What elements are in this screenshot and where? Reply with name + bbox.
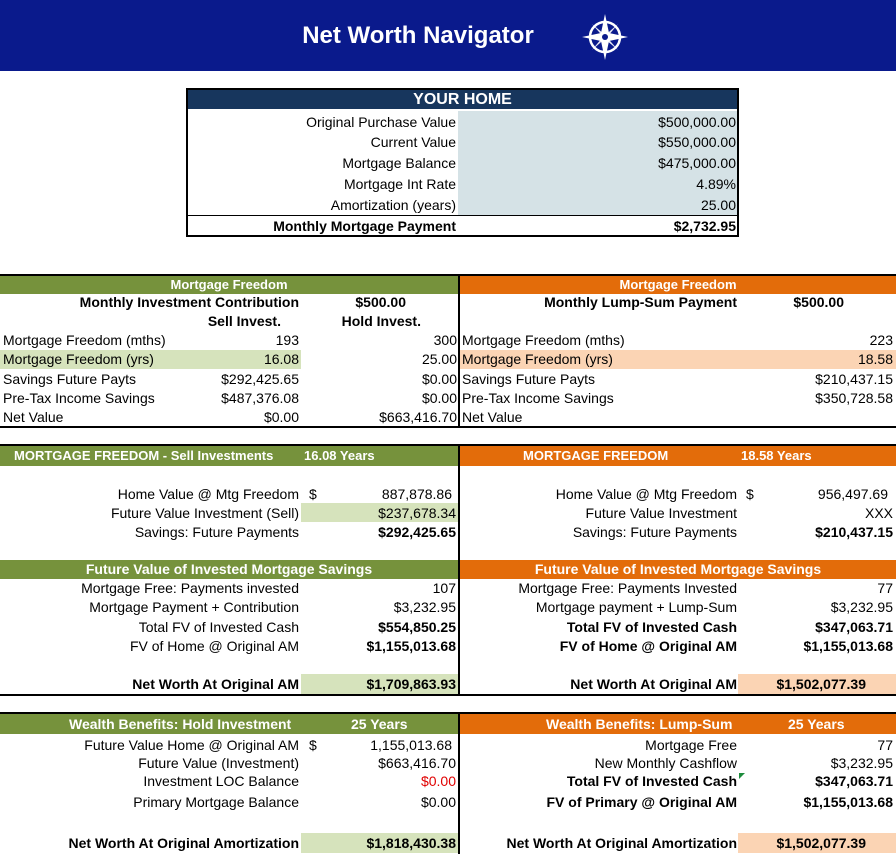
hold-row-value: $0.00 — [420, 773, 456, 789]
app-title-wrap — [0, 0, 896, 71]
lump-row-cur: $ — [746, 486, 754, 502]
wlump-row-value: 77 — [877, 737, 893, 753]
hold-net-label: Net Worth At Original Amortization — [68, 835, 299, 851]
sell-fv-label: FV of Home @ Original AM — [129, 638, 299, 654]
your-home-header: YOUR HOME — [188, 90, 737, 109]
freedom-row-v2: $0.00 — [421, 371, 457, 387]
lump-contrib-label: Monthly Lump-Sum Payment — [544, 294, 737, 310]
wlump-years: 25 Years — [788, 716, 845, 732]
freedom-right-label: Mortgage Freedom (yrs) — [462, 351, 613, 367]
hold-row-value: $663,416.70 — [378, 755, 456, 771]
home-label: Amortization (years) — [330, 197, 456, 213]
comment-marker-icon — [739, 773, 745, 779]
home-label: Mortgage Int Rate — [343, 176, 456, 192]
sell-years: 16.08 Years — [304, 448, 375, 463]
sell-fv-value: 107 — [432, 580, 456, 596]
monthly-payment-label: Monthly Mortgage Payment — [273, 218, 456, 234]
col-sell-invest: Sell Invest. — [207, 313, 281, 329]
freedom-row-label: Mortgage Freedom (yrs) — [3, 351, 154, 367]
hold-row-label: Primary Mortgage Balance — [133, 794, 299, 810]
lump-fv-value: $1,155,013.68 — [803, 638, 893, 654]
home-label: Current Value — [370, 134, 456, 150]
freedom-row-v1: $292,425.65 — [221, 371, 299, 387]
wlump-header: Wealth Benefits: Lump-Sum — [546, 716, 733, 732]
home-value[interactable]: $550,000.00 — [658, 134, 736, 150]
lump-net-label: Net Worth At Original AM — [570, 676, 737, 692]
wlump-row-value: $347,063.71 — [815, 773, 893, 789]
lump-header: MORTGAGE FREEDOM — [523, 448, 669, 463]
section-border — [0, 426, 896, 428]
contrib-value[interactable]: $500.00 — [355, 294, 406, 310]
sell-fv-value: $554,850.25 — [378, 619, 456, 635]
hold-row-value: 1,155,013.68 — [370, 737, 452, 753]
section-border — [0, 694, 896, 696]
freedom-row-v1: $487,376.08 — [221, 390, 299, 406]
hold-row-value: $0.00 — [420, 794, 456, 810]
freedom-right-value — [700, 407, 893, 427]
sell-row-cur: $ — [309, 486, 317, 502]
sell-net-label: Net Worth At Original AM — [132, 676, 299, 692]
wlump-row-label: Mortgage Free — [645, 737, 737, 753]
freedom-right-value: $210,437.15 — [815, 371, 893, 387]
freedom-row-v2: $663,416.70 — [379, 409, 457, 425]
sell-fv-value: $1,155,013.68 — [366, 638, 456, 654]
lump-years: 18.58 Years — [741, 448, 812, 463]
lump-fv-value: $347,063.71 — [815, 619, 893, 635]
wlump-net-label: Net Worth At Original Amortization — [506, 835, 737, 851]
lump-row-label: Future Value Investment — [585, 505, 737, 521]
wlump-row-label: New Monthly Cashflow — [594, 755, 737, 771]
freedom-row-v1: 16.08 — [263, 351, 299, 367]
sell-fv-label: Mortgage Free: Payments invested — [81, 580, 299, 596]
freedom-right-value: 18.58 — [857, 351, 893, 367]
hold-net-value: $1,818,430.38 — [366, 835, 456, 851]
sell-fv-value: $3,232.95 — [393, 599, 456, 615]
hold-row-label: Future Value (Investment) — [138, 755, 299, 771]
sell-row-value: $237,678.34 — [378, 505, 456, 521]
wlump-net-value: $1,502,077.39 — [776, 835, 866, 851]
home-value[interactable]: $500,000.00 — [658, 114, 736, 130]
home-value[interactable]: $475,000.00 — [658, 155, 736, 171]
freedom-row-v2: 300 — [433, 332, 457, 348]
lump-fv-label: FV of Home @ Original AM — [559, 638, 737, 654]
freedom-right-value: 223 — [869, 332, 893, 348]
hold-row-label: Investment LOC Balance — [143, 773, 299, 789]
lump-fv-label: Total FV of Invested Cash — [566, 619, 737, 635]
monthly-payment-value: $2,732.95 — [673, 218, 736, 234]
sell-header: MORTGAGE FREEDOM - Sell Investments — [14, 448, 274, 463]
freedom-row-v1: $0.00 — [263, 409, 299, 425]
home-value[interactable]: 4.89% — [696, 176, 736, 192]
freedom-left-header: Mortgage Freedom — [0, 276, 458, 294]
sell-row-value: $292,425.65 — [378, 524, 456, 540]
freedom-row-v2: 25.00 — [421, 351, 457, 367]
freedom-row-label: Net Value — [3, 409, 64, 425]
home-label: Mortgage Balance — [342, 155, 456, 171]
sell-fv-label: Mortgage Payment + Contribution — [89, 599, 299, 615]
freedom-row-label: Pre-Tax Income Savings — [3, 390, 155, 406]
freedom-right-label: Savings Future Payts — [462, 371, 596, 387]
home-value[interactable]: 25.00 — [700, 197, 736, 213]
wlump-row-value: $3,232.95 — [830, 755, 893, 771]
lump-row-value: 956,497.69 — [817, 486, 888, 502]
sell-fv-header: Future Value of Invested Mortgage Savings — [0, 560, 458, 579]
freedom-row-label: Mortgage Freedom (mths) — [3, 332, 166, 348]
hold-row-label: Future Value Home @ Original AM — [84, 737, 299, 753]
wlump-row-value: $1,155,013.68 — [803, 794, 893, 810]
freedom-right-value: $350,728.58 — [815, 390, 893, 406]
freedom-right-label: Net Value — [462, 409, 523, 425]
lump-fv-label: Mortgage payment + Lump-Sum — [535, 599, 737, 615]
freedom-right-header: Mortgage Freedom — [460, 276, 896, 294]
lump-row-value: $210,437.15 — [815, 524, 893, 540]
hold-years: 25 Years — [351, 716, 408, 732]
freedom-row-v1: 193 — [275, 332, 299, 348]
freedom-right-label: Mortgage Freedom (mths) — [462, 332, 625, 348]
freedom-row-label: Savings Future Payts — [3, 371, 137, 387]
wlump-row-label: Total FV of Invested Cash — [566, 773, 737, 789]
contrib-label: Monthly Investment Contribution — [79, 294, 299, 310]
lump-net-value: $1,502,077.39 — [776, 676, 866, 692]
sell-row-label: Future Value Investment (Sell) — [110, 505, 299, 521]
lump-row-value: XXX — [864, 505, 893, 521]
lump-fv-header: Future Value of Invested Mortgage Savings — [460, 560, 896, 579]
sell-fv-label: Total FV of Invested Cash — [138, 619, 299, 635]
hold-row-cur: $ — [309, 737, 317, 753]
compass-icon — [580, 12, 630, 62]
lump-fv-label: Mortgage Free: Payments Invested — [518, 580, 737, 596]
col-hold-invest: Hold Invest. — [341, 313, 421, 329]
sell-row-label: Home Value @ Mtg Freedom — [117, 486, 299, 502]
sell-row-label: Savings: Future Payments — [134, 524, 299, 540]
lump-fv-value: $3,232.95 — [830, 599, 893, 615]
hold-header: Wealth Benefits: Hold Investment — [69, 716, 292, 732]
app-title: Net Worth Navigator — [302, 21, 534, 49]
wlump-row-label: FV of Primary @ Original AM — [546, 794, 737, 810]
home-label: Original Purchase Value — [306, 114, 456, 130]
freedom-row-v2: $0.00 — [421, 390, 457, 406]
lump-fv-value: 77 — [877, 580, 893, 596]
lump-row-label: Home Value @ Mtg Freedom — [555, 486, 737, 502]
lump-contrib-value[interactable]: $500.00 — [793, 294, 844, 310]
sell-net-value: $1,709,863.93 — [366, 676, 456, 692]
sell-row-value: 887,878.86 — [381, 486, 452, 502]
freedom-right-label: Pre-Tax Income Savings — [462, 390, 614, 406]
lump-row-label: Savings: Future Payments — [572, 524, 737, 540]
